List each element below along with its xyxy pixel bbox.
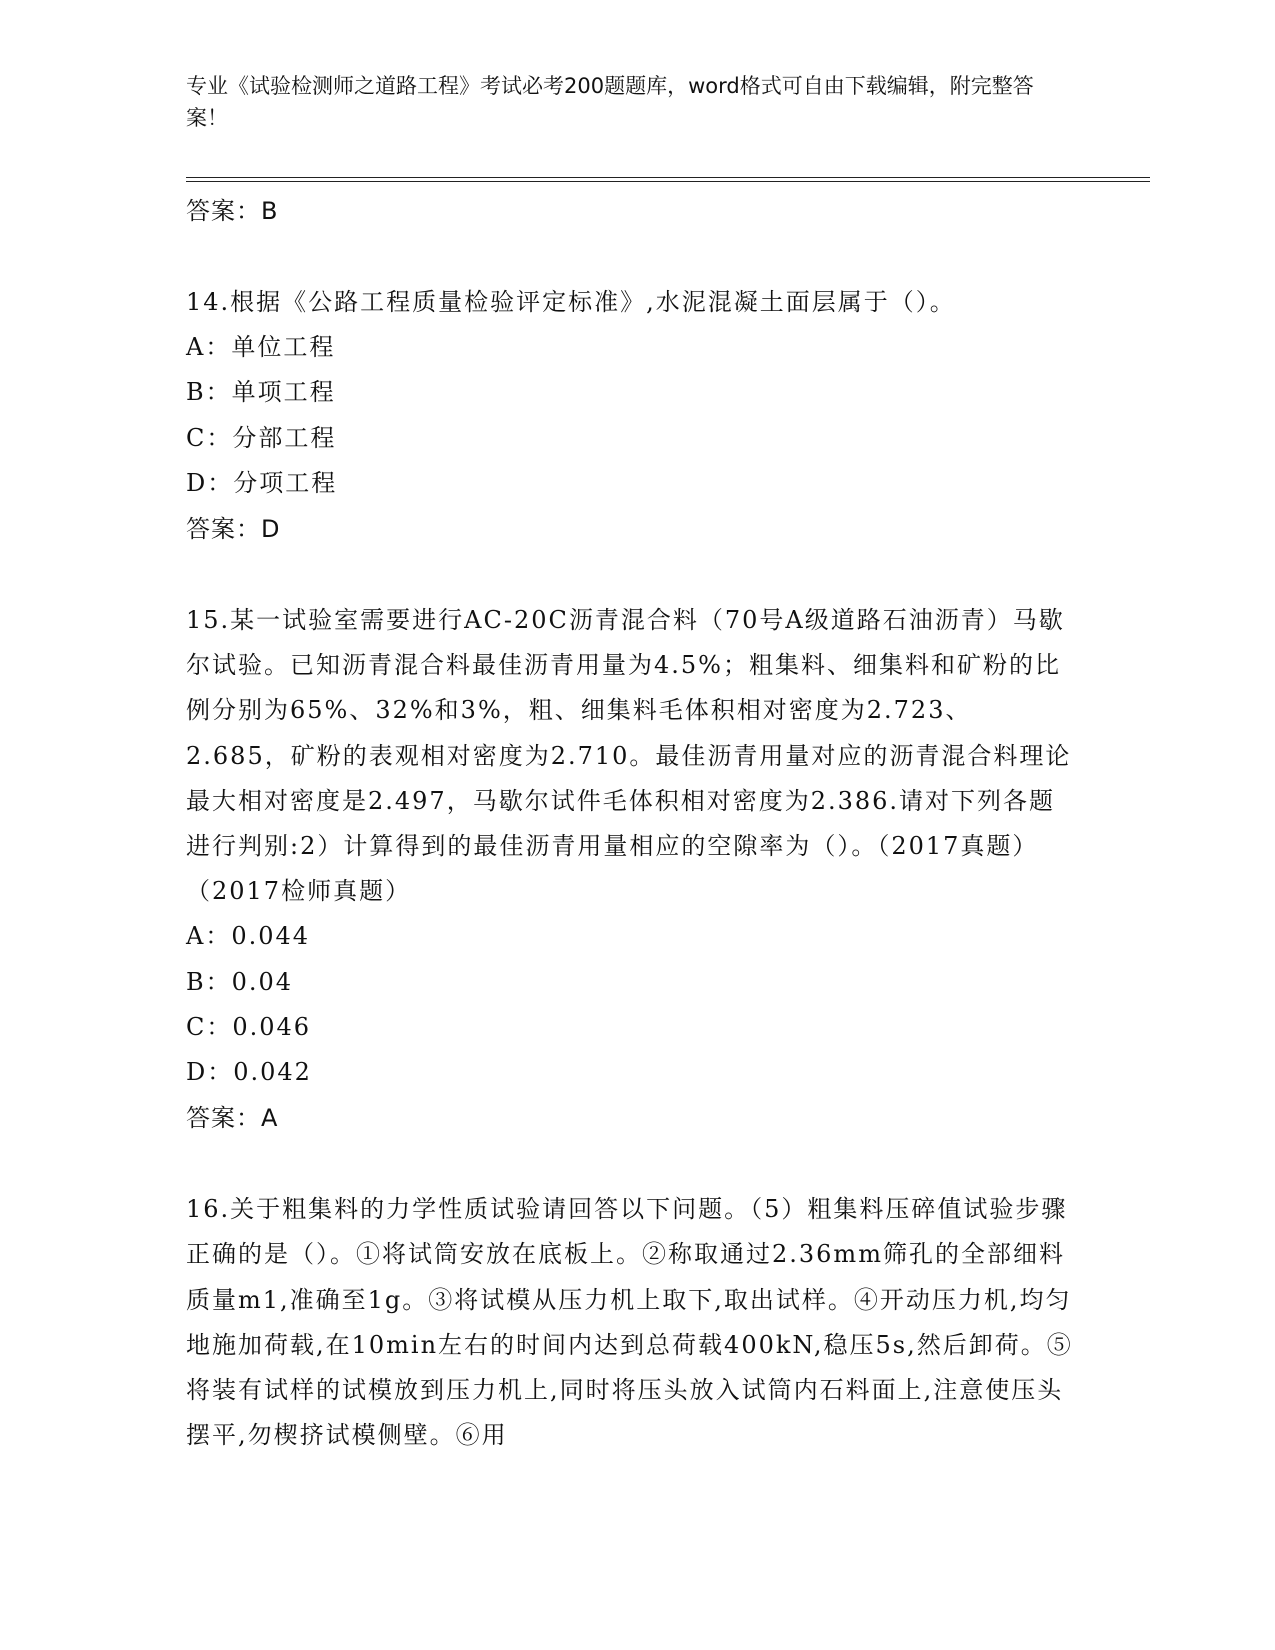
- question-14-option-c: C：分部工程: [186, 423, 337, 452]
- spacer: [186, 234, 1086, 280]
- answer-q14: 答案：D: [186, 514, 281, 543]
- question-14-option-b: B：单项工程: [186, 378, 336, 407]
- question-15-option-c: C：0.046: [186, 1012, 312, 1041]
- question-15-option-d: D：0.042: [186, 1057, 312, 1086]
- question-16-text: 16.关于粗集料的力学性质试验请回答以下问题。（5）粗集料压碎值试验步骤正确的是（）。①将试筒安放在底板上。②称取通过2.36mm筛孔的全部细料质量m1,准确至1g。③将试模从压力机上取下,取出试样。④开动压力机,均匀地施加荷载,在10min左右的时间内达到总荷载400kN,稳压5s,然后卸荷。⑤将装有试样的试模放到压力机上,同时将压头放入试筒内石料面上,注意使压头摆平,勿楔挤试模侧壁。⑥用: [186, 1195, 1073, 1450]
- question-14-option-d: D：分项工程: [186, 468, 338, 497]
- header-divider-bottom: [186, 181, 1150, 182]
- header-divider-top: [186, 177, 1150, 178]
- spacer: [186, 1141, 1086, 1187]
- answer-q15: 答案：A: [186, 1104, 279, 1133]
- spacer: [186, 552, 1086, 598]
- question-15: [186, 598, 1086, 1141]
- question-14-text: 14.根据《公路工程质量检验评定标准》,水泥混凝土面层属于（）。: [186, 288, 956, 316]
- question-15-text: 15.某一试验室需要进行AC-20C沥青混合料（70号A级道路石油沥青）马歇尔试验。已知沥青混合料最佳沥青用量为4.5%；粗集料、细集料和矿粉的比例分别为65%、32%和3%，粗、细集料毛体积相对密度为2.723、2.685，矿粉的表观相对密度为2.710。最佳沥青用量对应的沥青混合料理论最大相对密度是2.497，马歇尔试件毛体积相对密度为2.386.请对下列各题进行判别:2）计算得到的最佳沥青用量相应的空隙率为（）。（2017真题）（2017检师真题）: [186, 605, 1072, 906]
- document-body: [186, 188, 1086, 1458]
- question-14-option-a: A：单位工程: [186, 333, 336, 362]
- header-title: 专业《试验检测师之道路工程》考试必考200题题库，word格式可自由下载编辑，附完整答案！: [186, 74, 1034, 130]
- question-14: [186, 280, 1086, 552]
- answer-q13: 答案：B: [186, 197, 279, 225]
- question-16: [186, 1187, 1086, 1458]
- question-15-option-b: B：0.04: [186, 967, 294, 996]
- question-15-option-a: A：0.044: [186, 922, 311, 951]
- page-header: [186, 70, 1066, 134]
